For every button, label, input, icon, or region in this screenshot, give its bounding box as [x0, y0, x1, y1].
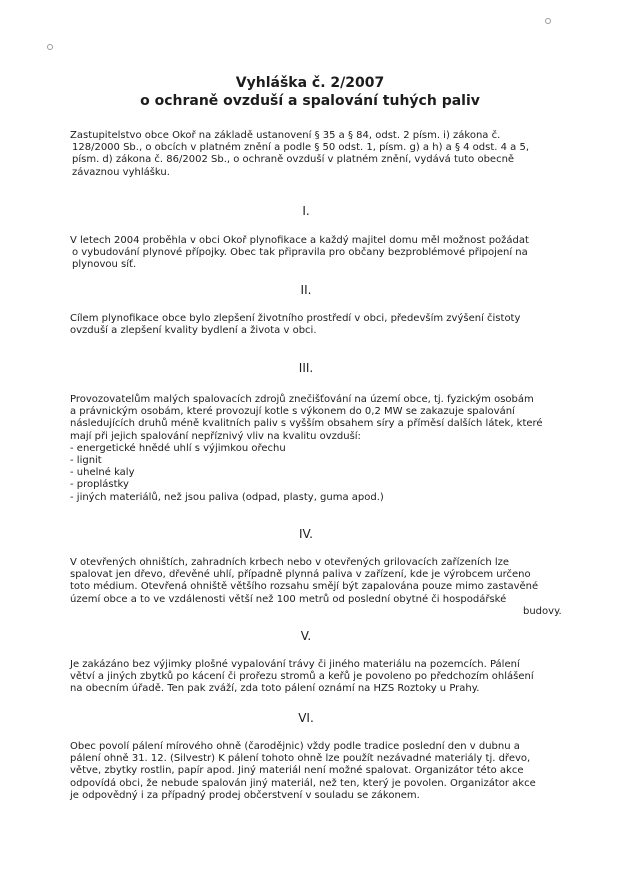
section-paragraph	[70, 235, 529, 272]
paragraph-line: Cílem plynofikace obce bylo zlepšení životního prostředí v obci, především zvýšení čistoty	[70, 313, 521, 324]
paragraph-line: Je zakázáno bez výjimky plošné vypalování trávy či jiného materiálu na pozemcích. Pálení	[70, 659, 520, 670]
section-heading: II.	[300, 283, 312, 297]
paragraph-line: větví a jiných zbytků po kácení či prořezu stromů a keřů je povoleno po předchozím ohlášení	[70, 671, 534, 683]
paragraph-line: o vybudování plynové přípojky. Obec tak připravila pro občany bezproblémové připojení na	[72, 247, 528, 259]
list-item: - uhelné kaly	[70, 467, 135, 479]
paragraph-line: spalovat jen dřevo, dřevěné uhlí, případně plynná paliva v zařízení, kde je výrobcem určeno	[70, 569, 531, 581]
intro-line: závaznou vyhlášku.	[72, 166, 170, 178]
paragraph-line: větve, zbytky rostlin, papír apod. Jiný materiál není možné spalovat. Organizátor této akce	[70, 765, 524, 777]
section-paragraph	[70, 659, 534, 696]
punch-mark	[47, 44, 53, 50]
paragraph-line: toto médium. Otevřená ohniště většího rozsahu smějí být zapalována pouze mimo zastavěné	[70, 581, 539, 593]
section-paragraph	[70, 741, 536, 802]
section-heading: I.	[302, 204, 310, 218]
title-line-2: o ochraně ovzduší a spalování tuhých paliv	[140, 93, 480, 109]
paragraph-line: V letech 2004 proběhla v obci Okoř plynofikace a každý majitel domu měl možnost požádat	[70, 235, 529, 246]
section-heading: VI.	[298, 711, 314, 725]
title-line-1: Vyhláška č. 2/2007	[235, 75, 385, 91]
section-heading: V.	[300, 629, 312, 643]
paragraph-line: Obec povolí pálení mírového ohně (čarodějnic) vždy podle tradice poslední den v dubnu a	[70, 741, 520, 752]
section-paragraph	[70, 557, 562, 618]
section-paragraph	[70, 313, 520, 337]
paragraph-line: území obce a to ve vzdálenosti větší než 100 metrů od poslední obytné či hospodářské	[70, 593, 507, 605]
paragraph-line: a právnickým osobám, které provozují kotle s výkonem do 0,2 MW se zakazuje spalování	[70, 406, 515, 418]
paragraph-line: pálení ohně 31. 12. (Silvestr) K pálení tohoto ohně lze použít nezávadné materiály tj. dřevo,	[70, 753, 531, 765]
paragraph-line: Provozovatelům malých spalovacích zdrojů znečišťování na území obce, tj. fyzickým osobám	[70, 394, 534, 405]
paragraph-line: ovzduší a zlepšení kvality bydlení a života v obci.	[70, 325, 317, 337]
intro-line: Zastupitelstvo obce Okoř na základě ustanovení § 35 a § 84, odst. 2 písm. i) zákona č.	[70, 130, 501, 141]
paragraph-line: budovy.	[523, 605, 562, 617]
section-heading: III.	[298, 361, 314, 375]
paragraph-line: následujících druhů méně kvalitních paliv s vyšším obsahem síry a příměsí dalších látek, které	[70, 418, 543, 430]
paragraph-line: na obecním úřadě. Ten pak zváží, zda toto pálení oznámí na HZS Roztoky u Prahy.	[70, 683, 480, 695]
paragraph-line: V otevřených ohništích, zahradních krbech nebo v otevřených grilovacích zařízeních lze	[70, 557, 510, 568]
punch-mark	[545, 18, 551, 24]
list-item: - proplástky	[70, 479, 129, 491]
section-paragraph	[70, 394, 543, 504]
section-heading: IV.	[298, 527, 313, 541]
list-item: - energetické hnědé uhlí s výjimkou ořechu	[70, 442, 286, 454]
intro-line: 128/2000 Sb., o obcích v platném znění a podle § 50 odst. 1, písm. g) a h) a § 4 odst. 4 a 5,	[72, 142, 530, 154]
list-item: - lignit	[70, 455, 102, 467]
paragraph-line: plynovou síť.	[72, 259, 137, 271]
paragraph-line: mají při jejich spalování nepříznivý vliv na kvalitu ovzduší:	[70, 430, 361, 442]
intro-line: písm. d) zákona č. 86/2002 Sb., o ochraně ovzduší v platném znění, vydává tuto obecně	[72, 154, 515, 166]
list-item: - jiných materiálů, než jsou paliva (odpad, plasty, guma apod.)	[70, 491, 384, 503]
paragraph-line: je odpovědný i za případný prodej občerstvení v souladu se zákonem.	[70, 789, 420, 801]
document-title	[0, 74, 620, 110]
paragraph-line: odpovídá obci, že nebude spalován jiný materiál, než ten, který je povolen. Organizátor akce	[70, 777, 536, 789]
intro-paragraph	[70, 130, 529, 179]
